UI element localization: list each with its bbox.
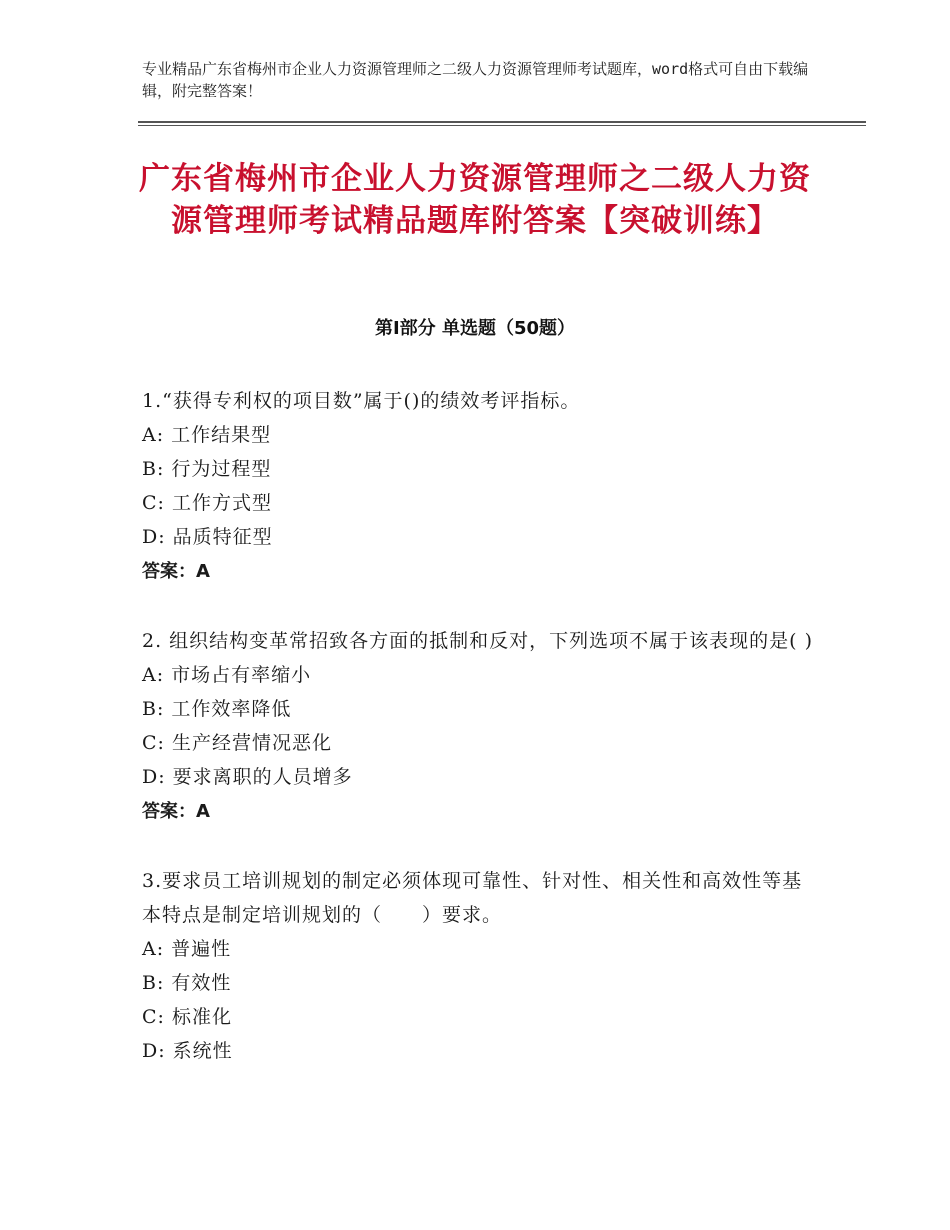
question-1 bbox=[142, 384, 814, 590]
header-note: 专业精品广东省梅州市企业人力资源管理师之二级人力资源管理师考试题库，word格式可自由下载编辑，附完整答案！ bbox=[142, 60, 809, 100]
question-2 bbox=[142, 624, 814, 830]
question-stem: 3.要求员工培训规划的制定必须体现可靠性、针对性、相关性和高效性等基本特点是制定培训规划的（ ）要求。 bbox=[142, 870, 803, 926]
option-a: A: 工作结果型 bbox=[142, 424, 272, 446]
option-d: D: 系统性 bbox=[142, 1040, 233, 1062]
question-stem: 1.“获得专利权的项目数”属于()的绩效考评指标。 bbox=[142, 390, 581, 412]
option-a: A: 市场占有率缩小 bbox=[142, 664, 312, 686]
option-b: B: 有效性 bbox=[142, 972, 232, 994]
option-a: A: 普遍性 bbox=[142, 938, 232, 960]
question-3 bbox=[142, 864, 814, 1068]
document-title: 广东省梅州市企业人力资源管理师之二级人力资源管理师考试精品题库附答案【突破训练】 bbox=[139, 161, 811, 239]
option-c: C: 生产经营情况恶化 bbox=[142, 732, 332, 754]
option-c: C: 工作方式型 bbox=[142, 492, 272, 514]
option-c: C: 标准化 bbox=[142, 1006, 232, 1028]
option-b: B: 行为过程型 bbox=[142, 458, 272, 480]
header-divider bbox=[138, 121, 866, 123]
answer-label: 答案：A bbox=[142, 561, 210, 582]
option-d: D: 要求离职的人员增多 bbox=[142, 766, 353, 788]
section-title: 第Ⅰ部分 单选题（50题） bbox=[374, 318, 575, 339]
answer-label: 答案：A bbox=[142, 801, 210, 822]
question-stem: 2. 组织结构变革常招致各方面的抵制和反对，下列选项不属于该表现的是( ) bbox=[142, 630, 814, 652]
header-divider-thin bbox=[138, 125, 866, 126]
option-d: D: 品质特征型 bbox=[142, 526, 273, 548]
question-list bbox=[142, 384, 814, 1102]
option-b: B: 工作效率降低 bbox=[142, 698, 292, 720]
